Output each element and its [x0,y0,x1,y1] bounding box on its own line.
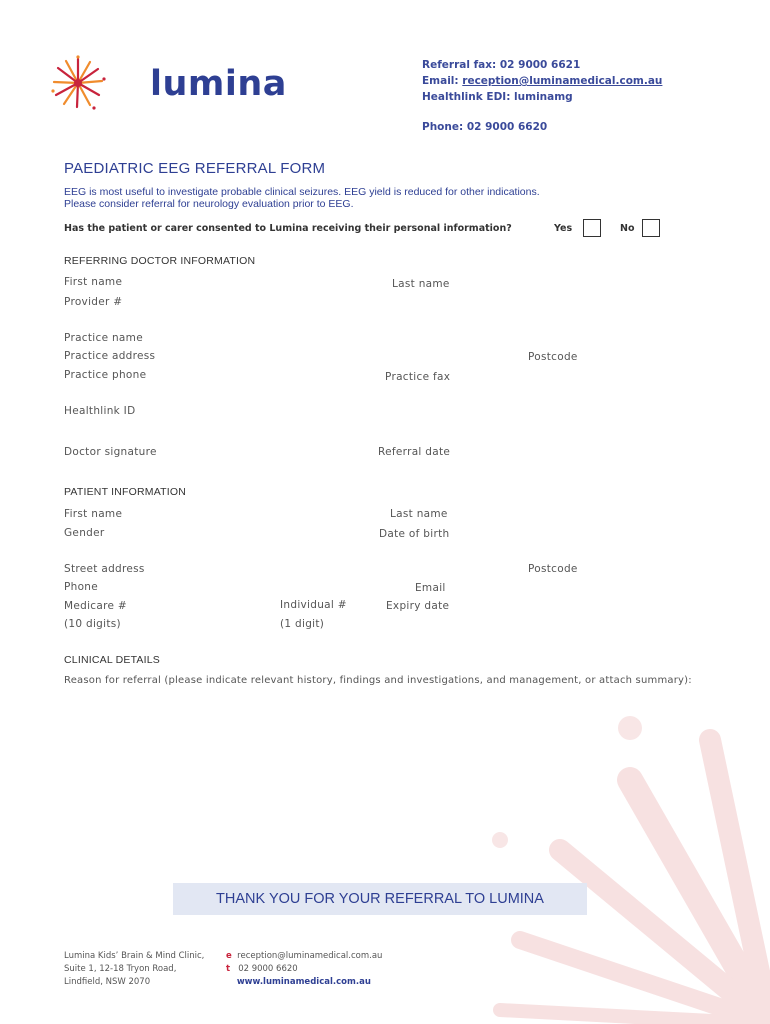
doctor-last-name-field[interactable]: Last name [392,278,450,290]
referring-doctor-heading: REFERRING DOCTOR INFORMATION [64,255,256,267]
doctor-signature-field[interactable]: Doctor signature [64,446,157,458]
reason-for-referral-field[interactable]: Reason for referral (please indicate relevant history, findings and investigations, and management, or attach summary): [64,675,692,686]
patient-phone-field[interactable]: Phone [64,581,99,593]
provider-number-field[interactable]: Provider # [64,296,123,308]
clinical-details-heading: CLINICAL DETAILS [64,654,160,666]
dob-field[interactable]: Date of birth [379,528,450,540]
patient-last-name-field[interactable]: Last name [390,508,448,520]
intro-line-2: Please consider referral for neurology evaluation prior to EEG. [64,198,354,210]
phone-line: Phone: 02 9000 6620 [422,121,548,133]
thank-you-banner: THANK YOU FOR YOUR REFERRAL TO LUMINA [173,883,587,915]
street-address-field[interactable]: Street address [64,563,145,575]
doctor-first-name-field[interactable]: First name [64,276,123,288]
patient-first-name-field[interactable]: First name [64,508,123,520]
practice-phone-field[interactable]: Practice phone [64,369,147,381]
individual-hint: (1 digit) [280,618,325,630]
patient-email-field[interactable]: Email [415,582,446,594]
individual-number-field[interactable]: Individual # [280,599,347,611]
email-line: Email: reception@luminamedical.com.au [422,75,663,87]
referral-fax: Referral fax: 02 9000 6621 [422,59,581,71]
consent-no-checkbox[interactable] [642,219,660,237]
patient-postcode-field[interactable]: Postcode [528,563,578,575]
expiry-date-field[interactable]: Expiry date [386,600,450,612]
yes-label: Yes [554,223,573,234]
practice-fax-field[interactable]: Practice fax [385,371,451,383]
referral-date-field[interactable]: Referral date [378,446,451,458]
footer-contact: e reception@luminamedical.com.au t 02 9000 6620 www.luminamedical.com.au [226,951,383,987]
email-link[interactable]: reception@luminamedical.com.au [462,75,663,87]
consent-question: Has the patient or carer consented to Lumina receiving their personal information? [64,223,512,234]
logo-text: lumina [150,64,287,104]
footer-address: Lumina Kids’ Brain & Mind Clinic, Suite 1, 12-18 Tryon Road, Lindfield, NSW 2070 [64,951,205,987]
footer-email[interactable]: reception@luminamedical.com.au [237,951,383,961]
patient-info-heading: PATIENT INFORMATION [64,486,187,498]
practice-address-field[interactable]: Practice address [64,350,156,362]
footer-phone: 02 9000 6620 [238,964,298,974]
form-title: PAEDIATRIC EEG REFERRAL FORM [64,160,326,177]
starburst-watermark [440,700,770,1024]
medicare-number-field[interactable]: Medicare # [64,600,127,612]
practice-postcode-field[interactable]: Postcode [528,351,578,363]
intro-line-1: EEG is most useful to investigate probable clinical seizures. EEG yield is reduced for other indications. [64,186,540,198]
footer-website[interactable]: www.luminamedical.com.au [236,977,371,987]
lumina-starburst-icon [50,55,106,111]
header-contact [422,57,662,135]
healthlink-id-field[interactable]: Healthlink ID [64,405,136,417]
medicare-hint: (10 digits) [64,618,121,630]
healthlink-edi: Healthlink EDI: luminamg [422,91,573,103]
no-label: No [620,223,635,234]
practice-name-field[interactable]: Practice name [64,332,143,344]
gender-field[interactable]: Gender [64,527,105,539]
consent-yes-checkbox[interactable] [583,219,601,237]
